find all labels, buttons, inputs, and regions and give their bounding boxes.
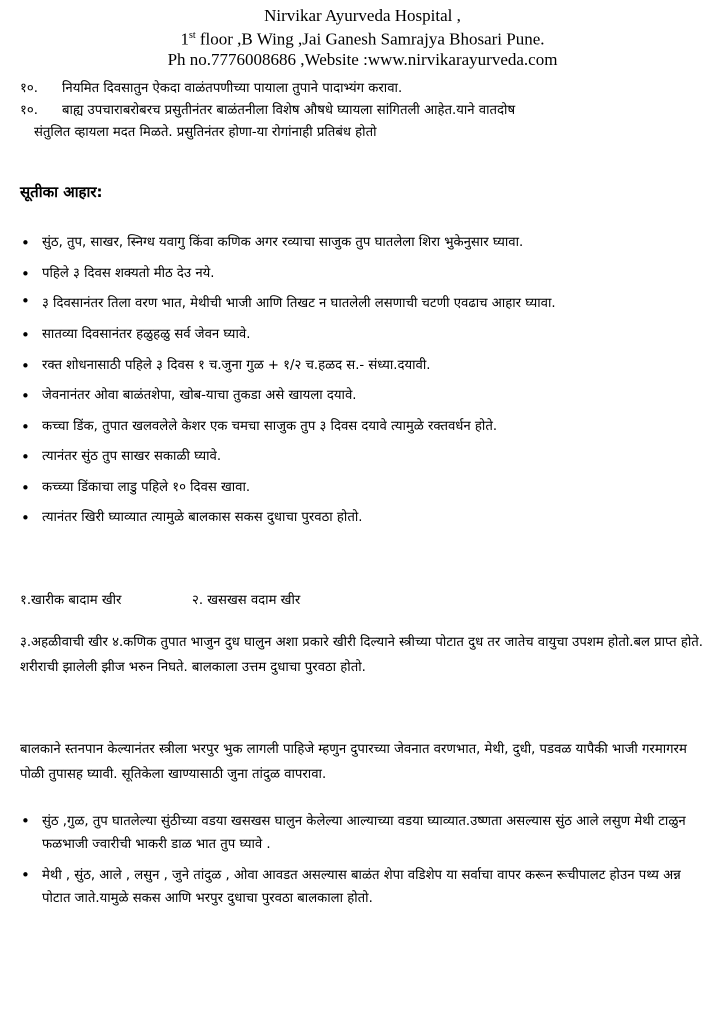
bullet-icon: • — [21, 866, 30, 884]
bullet-icon: • — [21, 356, 30, 375]
numbered-points — [20, 78, 710, 144]
item-number: १०. — [20, 81, 38, 96]
bullet-icon: • — [21, 292, 30, 310]
bullet-icon: • — [21, 448, 30, 466]
hospital-header — [0, 6, 725, 70]
list-item: • कच्च्या डिंकाचा लाडु पहिले १० दिवस खावा. — [20, 473, 710, 504]
bullet-icon: • — [21, 417, 30, 436]
bullet-icon: • — [21, 326, 30, 344]
kheer-options — [20, 590, 710, 612]
list-item: • मेथी , सुंठ, आले , लसुन , जुने तांदुळ , ओवा आवडत असल्यास बाळंत शेपा वडिशेप या सर्वाचा वापर करून रूचीपालट होउन पथ्य अन्न पोटात जाते.यामुळे सकस आणि भरपुर दुधाचा पुरवठा बालकाला होतो. — [21, 866, 681, 906]
bullet-icon: • — [21, 387, 30, 405]
item-number: १०. — [20, 103, 38, 118]
item-text: नियमित दिवसातुन ऐकदा वाळंतपणीच्या पायाला तुपाने पादाभ्यंग करावा. — [62, 81, 403, 96]
list-item: • त्यानंतर सुंठ तुप साखर सकाळी घ्यावे. — [20, 442, 710, 473]
list-item: • ३ दिवसानंतर तिला वरण भात, मेथीची भाजी आणि तिखट न घातलेली लसणाची चटणी एवढाच आहार घ्यावा. — [20, 289, 710, 320]
hospital-name: Nirvikar Ayurveda Hospital , — [264, 6, 461, 25]
hospital-contact: Ph no.7776008686 ,Website :www.nirvikarayurveda.com — [167, 49, 558, 69]
numbered-item — [20, 78, 710, 100]
list-item: • जेवनानंतर ओवा बाळंतशेपा, खोब-याचा तुकडा असे खायला दयावे. — [20, 381, 710, 412]
bullet-icon: • — [21, 234, 30, 252]
bullet-icon: • — [21, 264, 30, 283]
bullet-icon: • — [21, 509, 30, 527]
bullet-icon: • — [21, 812, 30, 830]
kheer-option: १.खारीक बादाम खीर — [20, 593, 122, 608]
kheer-paragraph: ३.अहळीवाची खीर ४.कणिक तुपात भाजुन दुध घालुन अशा प्रकारे खीरी दिल्याने स्त्रीच्या पोटात दुध तर जातेच वायुचा उपशम होतो.बल प्राप्त होते. शरीराची झालेली झीज भरुन निघते. बालकाला उत्तम दुधाचा पुरवठा होतो. — [20, 635, 703, 675]
list-item: • पहिले ३ दिवस शक्यतो मीठ देउ नये. — [20, 259, 710, 290]
section-heading: सूतीका आहार: — [20, 183, 103, 201]
item-text: बाह्य उपचाराबरोबरच प्रसुतीनंतर बाळंतनीला विशेष औषधे घ्यायला सांगितली आहेत.याने वातदोष — [62, 103, 516, 118]
list-item: • कच्चा डिंक, तुपात खलवलेले केशर एक चमचा साजुक तुप ३ दिवस दयावे त्यामुळे रक्तवर्धन होते. — [20, 412, 710, 443]
list-item: • त्यानंतर खिरी घ्याव्यात त्यामुळे बालकास सकस दुधाचा पुरवठा होतो. — [20, 503, 710, 534]
bullet-icon: • — [21, 478, 30, 497]
hospital-address: 1st floor ,B Wing ,Jai Ganesh Samrajya Bhosari Pune. — [180, 29, 545, 49]
additional-diet-list — [20, 810, 710, 910]
kheer-option: २. खसखस वदाम खीर — [192, 593, 301, 608]
item-text-continuation: संतुलित व्हायला मदत मिळते. प्रसुतिनंतर होणा-या रोगांनाही प्रतिबंध होतो — [34, 125, 377, 140]
diet-list — [20, 228, 710, 534]
list-item: • सुंठ, तुप, साखर, स्निग्ध यवागु किंवा कणिक अगर रव्याचा साजुक तुप घातलेला शिरा भुकेनुसार घ्यावा. — [20, 228, 710, 259]
lunch-paragraph: बालकाने स्तनपान केल्यानंतर स्त्रीला भरपुर भुक लागली पाहिजे म्हणुन दुपारच्या जेवनात वरणभात, मेथी, दुधी, पडवळ यापैकी भाजी गरमागरम पोळी तुपासह घ्यावी. सूतिकेला खाण्यासाठी जुना तांदुळ वापरावा. — [20, 742, 687, 782]
numbered-item — [20, 100, 710, 122]
list-item: • रक्त शोधनासाठी पहिले ३ दिवस १ च.जुना गुळ + १/२ च.हळद स.- संध्या.दयावी. — [20, 351, 710, 382]
list-item: • सातव्या दिवसानंतर हळुहळु सर्व जेवन घ्यावे. — [20, 320, 710, 351]
list-item: • सुंठ ,गुळ, तुप घातलेल्या सुंठीच्या वडया खसखस घालुन केलेल्या आल्याच्या वडया घ्याव्यात.उष्णता असल्यास सुंठ आले लसुण मेथी टाळुन फळभाजी ज्वारीची भाकरी डाळ भात तुप घ्यावे . — [21, 812, 686, 852]
